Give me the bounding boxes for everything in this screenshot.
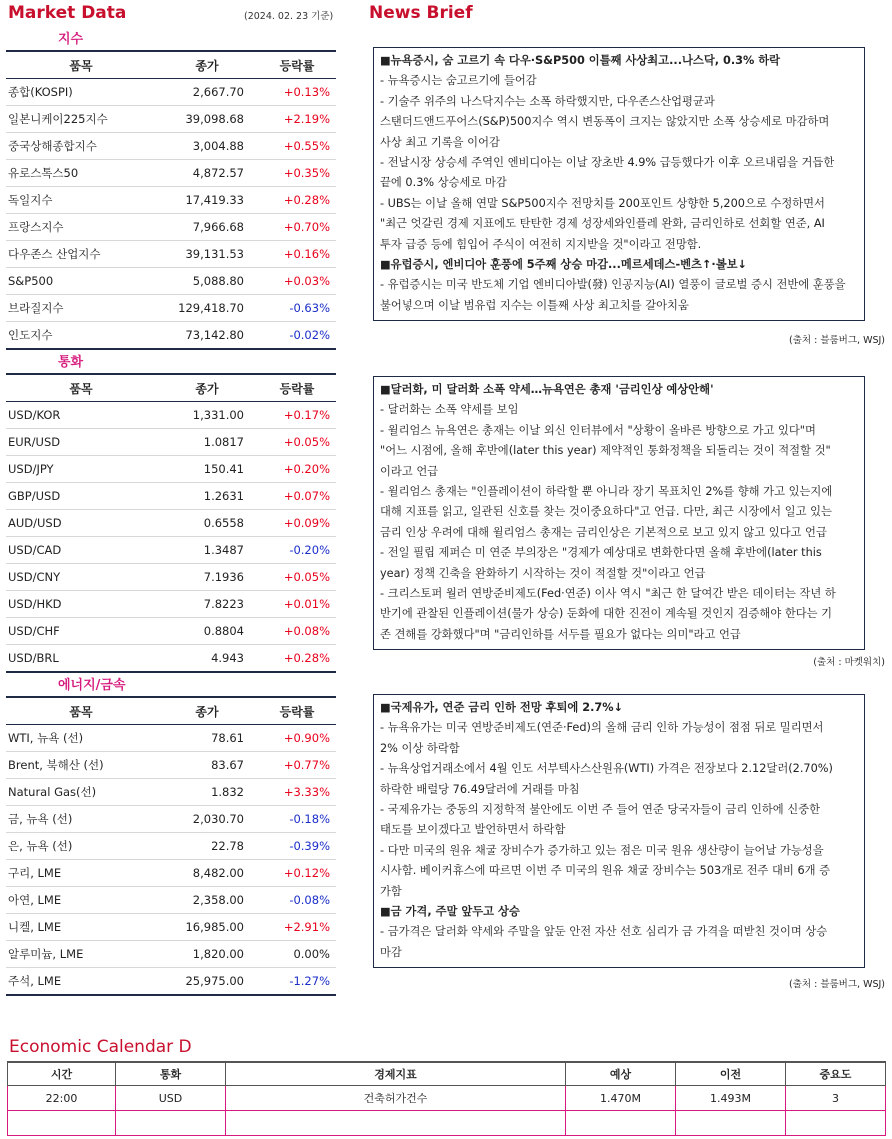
- cal-col-forecast: 예상: [566, 1062, 676, 1086]
- news-line: "최근 엇갈린 경제 지표에도 탄탄한 경제 성장세와인플레 완화, 금리인하로 선회할 연준, AI: [380, 217, 825, 231]
- table-header-row: [6, 51, 336, 79]
- close-price: 0.6558: [156, 510, 258, 537]
- close-price: 1.2631: [156, 483, 258, 510]
- news-line: 스탠더드앤드푸어스(S&P)500지수 역시 변동폭이 크지는 않았지만 소폭 상승세로 마감하며: [380, 115, 830, 129]
- item-name: 일본니케이225지수: [6, 106, 156, 133]
- table-row: [6, 537, 336, 564]
- energy-table: [6, 696, 336, 996]
- calendar-row: [8, 1086, 886, 1111]
- table-row: [6, 483, 336, 510]
- cal-col-previous: 이전: [676, 1062, 786, 1086]
- news-line: 반기에 관찰된 인플레이션(물가 상승) 둔화에 대한 진전이 계속될 것인지 검증해야 한다는 기: [380, 607, 833, 621]
- cal-currency: [116, 1111, 226, 1136]
- table-row: [6, 214, 336, 241]
- table-header-row: [6, 374, 336, 402]
- close-price: 4.943: [156, 645, 258, 673]
- table-row: [6, 187, 336, 214]
- table-row: [6, 402, 336, 429]
- item-name: 종합(KOSPI): [6, 79, 156, 106]
- table-row: [6, 860, 336, 887]
- col-close-header: 종가: [156, 51, 258, 79]
- news-headline: ■국제유가, 연준 금리 인하 전망 후퇴에 2.7%↓: [380, 701, 624, 714]
- news-line: 이라고 언급: [380, 464, 439, 478]
- currency-table: [6, 373, 336, 673]
- item-name: 다우존스 산업지수: [6, 241, 156, 268]
- change-rate: +0.07%: [258, 483, 336, 510]
- change-rate: +2.91%: [258, 914, 336, 941]
- change-rate: +0.90%: [258, 725, 336, 752]
- item-name: USD/CNY: [6, 564, 156, 591]
- item-name: USD/BRL: [6, 645, 156, 673]
- close-price: 1,820.00: [156, 941, 258, 968]
- change-rate: +3.33%: [258, 779, 336, 806]
- cal-currency: USD: [116, 1086, 226, 1111]
- item-name: EUR/USD: [6, 429, 156, 456]
- change-rate: -0.20%: [258, 537, 336, 564]
- change-rate: +0.16%: [258, 241, 336, 268]
- close-price: 150.41: [156, 456, 258, 483]
- news-line: - 뉴욕유가는 미국 연방준비제도(연준·Fed)의 올해 금리 인하 가능성이 점점 뒤로 밀리면서: [380, 721, 824, 735]
- news-line: 하락한 배럴당 76.49달러에 거래를 마침: [380, 782, 580, 796]
- change-rate: 0.00%: [258, 941, 336, 968]
- cal-importance: [786, 1111, 886, 1136]
- close-price: 39,098.68: [156, 106, 258, 133]
- change-rate: +0.12%: [258, 860, 336, 887]
- change-rate: -0.18%: [258, 806, 336, 833]
- table-row: [6, 241, 336, 268]
- table-row: [6, 160, 336, 187]
- close-price: 0.8804: [156, 618, 258, 645]
- item-name: WTI, 뉴욕 (선): [6, 725, 156, 752]
- currency-section-title: 통화: [58, 355, 84, 370]
- close-price: 3,004.88: [156, 133, 258, 160]
- table-row: [6, 429, 336, 456]
- change-rate: +0.01%: [258, 591, 336, 618]
- close-price: 83.67: [156, 752, 258, 779]
- news-line: - 윌리엄스 총재는 "인플레이션이 하락할 뿐 아니라 장기 목표치인 2%를 향해 가고 있는지에: [380, 485, 833, 499]
- news-line: year) 정책 긴축을 완화하기 시작하는 것이 적절할 것"이라고 언급: [380, 566, 706, 580]
- change-rate: -0.02%: [258, 322, 336, 350]
- item-name: S&P500: [6, 268, 156, 295]
- change-rate: -0.39%: [258, 833, 336, 860]
- table-row: [6, 106, 336, 133]
- news-source-stocks: (출처 : 블룸버그, WSJ): [789, 335, 885, 346]
- change-rate: +2.19%: [258, 106, 336, 133]
- change-rate: +0.28%: [258, 187, 336, 214]
- indices-table: [6, 50, 336, 350]
- news-line: 불어넣으며 이날 범유럽 지수는 이틀째 사상 최고치를 갈아치움: [380, 298, 689, 312]
- close-price: 73,142.80: [156, 322, 258, 350]
- cal-previous: 1.493M: [676, 1086, 786, 1111]
- cal-forecast: 1.470M: [566, 1086, 676, 1111]
- change-rate: +0.17%: [258, 402, 336, 429]
- col-change-header: 등락률: [258, 697, 336, 725]
- item-name: 프랑스지수: [6, 214, 156, 241]
- news-line: - 뉴욕증시는 숨고르기에 들어감: [380, 74, 537, 88]
- item-name: 아연, LME: [6, 887, 156, 914]
- cal-col-importance: 중요도: [786, 1062, 886, 1086]
- news-line: - 기술주 위주의 나스닥지수는 소폭 하락했지만, 다우존스산업평균과: [380, 94, 715, 108]
- energy-section-title: 에너지/금속: [58, 678, 126, 693]
- news-headline: ■유럽증시, 엔비디아 훈풍에 5주째 상승 마감...메르세데스-벤츠↑·볼보↓: [380, 258, 748, 272]
- change-rate: -0.63%: [258, 295, 336, 322]
- change-rate: +0.77%: [258, 752, 336, 779]
- table-row: [6, 322, 336, 350]
- change-rate: +0.70%: [258, 214, 336, 241]
- news-line: 마감: [380, 945, 402, 959]
- col-close-header: 종가: [156, 697, 258, 725]
- news-headline: ■금 가격, 주말 앞두고 상승: [380, 905, 520, 919]
- item-name: USD/HKD: [6, 591, 156, 618]
- cal-col-indicator: 경제지표: [226, 1062, 566, 1086]
- news-line: 가함: [380, 884, 402, 898]
- item-name: Brent, 북해산 (선): [6, 752, 156, 779]
- item-name: 은, 뉴욕 (선): [6, 833, 156, 860]
- news-line: - 뉴욕상업거래소에서 4월 인도 서부텍사스산원유(WTI) 가격은 전장보다 2.12달러(2.70%): [380, 762, 833, 776]
- change-rate: +0.09%: [258, 510, 336, 537]
- close-price: 39,131.53: [156, 241, 258, 268]
- news-line: 금리 인상 우려에 대해 윌리엄스 총재는 금리인상은 기본적으로 보고 있지 않고 있다고 언급: [380, 525, 827, 539]
- news-line: - 달러화는 소폭 약세를 보임: [380, 403, 519, 417]
- item-name: USD/KOR: [6, 402, 156, 429]
- table-row: [6, 564, 336, 591]
- close-price: 2,358.00: [156, 887, 258, 914]
- table-row: [6, 779, 336, 806]
- cal-col-time: 시간: [8, 1062, 116, 1086]
- item-name: 유로스톡스50: [6, 160, 156, 187]
- table-row: [6, 456, 336, 483]
- cal-col-currency: 통화: [116, 1062, 226, 1086]
- news-line: 시사함. 베이커휴스에 따르면 이번 주 미국의 원유 채굴 장비수는 503개로 전주 대비 6개 증: [380, 864, 831, 878]
- close-price: 8,482.00: [156, 860, 258, 887]
- news-box-commodities: [373, 694, 865, 968]
- economic-calendar-title: Economic Calendar D: [9, 1037, 192, 1057]
- item-name: USD/CHF: [6, 618, 156, 645]
- change-rate: +0.20%: [258, 456, 336, 483]
- news-line: 존 견해를 강화했다"며 "금리인하를 서두를 필요가 없다는 의미"라고 언급: [380, 627, 741, 641]
- table-row: [6, 752, 336, 779]
- change-rate: +0.05%: [258, 429, 336, 456]
- as-of-date: (2024. 02. 23 기준): [244, 11, 334, 22]
- change-rate: +0.35%: [258, 160, 336, 187]
- close-price: 7,966.68: [156, 214, 258, 241]
- table-row: [6, 295, 336, 322]
- news-line: - 금가격은 달러화 약세와 주말을 앞둔 안전 자산 선호 심리가 금 가격을 떠받친 것이며 상승: [380, 925, 828, 939]
- table-row: [6, 133, 336, 160]
- table-row: [6, 268, 336, 295]
- close-price: 5,088.80: [156, 268, 258, 295]
- table-row: [6, 645, 336, 673]
- news-headline: ■뉴욕증시, 숨 고르기 속 다우·S&P500 이틀째 사상최고...나스닥, 0.3% 하락: [380, 54, 781, 67]
- table-row: [6, 833, 336, 860]
- close-price: 1,331.00: [156, 402, 258, 429]
- change-rate: +0.05%: [258, 564, 336, 591]
- cal-time: [8, 1111, 116, 1136]
- news-headline: ■달러화, 미 달러화 소폭 약세…뉴욕연은 총재 '금리인상 예상안해': [380, 383, 714, 396]
- news-line: - 크리스토퍼 월러 연방준비제도(Fed·연준) 이사 역시 "최근 한 달여간 받은 데이터는 작년 하: [380, 587, 836, 601]
- change-rate: -0.08%: [258, 887, 336, 914]
- cal-forecast: [566, 1111, 676, 1136]
- change-rate: +0.28%: [258, 645, 336, 673]
- table-header-row: [6, 697, 336, 725]
- news-line: - 다만 미국의 원유 채굴 장비수가 증가하고 있는 점은 미국 원유 생산량이 늘어날 가능성을: [380, 843, 824, 857]
- change-rate: -1.27%: [258, 968, 336, 996]
- news-source-commodities: (출처 : 블룸버그, WSJ): [789, 979, 885, 990]
- news-line: 끝에 0.3% 상승세로 마감: [380, 176, 507, 190]
- table-row: [6, 725, 336, 752]
- close-price: 4,872.57: [156, 160, 258, 187]
- table-row: [6, 618, 336, 645]
- news-line: 투자 급증 등에 힘입어 주식이 여전히 지지받을 것"이라고 전망함.: [380, 237, 702, 251]
- item-name: 중국상해종합지수: [6, 133, 156, 160]
- item-name: 독일지수: [6, 187, 156, 214]
- table-row: [6, 591, 336, 618]
- table-row: [6, 968, 336, 996]
- change-rate: +0.03%: [258, 268, 336, 295]
- close-price: 78.61: [156, 725, 258, 752]
- news-line: 대해 지표를 읽고, 일관된 신호를 찾는 것이중요하다"고 언급. 다만, 최근 시장에서 일고 있는: [380, 505, 832, 519]
- cal-indicator: 건축허가건수: [226, 1086, 566, 1111]
- cal-time: 22:00: [8, 1086, 116, 1111]
- news-line: - UBS는 이날 올해 연말 S&P500지수 전망치를 200포인트 상향한 5,200으로 수정하면서: [380, 196, 825, 210]
- cal-previous: [676, 1111, 786, 1136]
- close-price: 129,418.70: [156, 295, 258, 322]
- close-price: 25,975.00: [156, 968, 258, 996]
- table-row: [6, 941, 336, 968]
- economic-calendar-table: [7, 1061, 886, 1136]
- news-line: - 전날시장 상승세 주역인 엔비디아는 이날 장초반 4.9% 급등했다가 이후 오르내림을 거듭한: [380, 156, 835, 170]
- news-box-currency: [373, 376, 865, 650]
- market-data-title: Market Data: [8, 3, 127, 23]
- item-name: 금, 뉴욕 (선): [6, 806, 156, 833]
- news-source-currency: (출처 : 마켓워치): [813, 657, 885, 668]
- close-price: 7.1936: [156, 564, 258, 591]
- close-price: 1.832: [156, 779, 258, 806]
- col-change-header: 등락률: [258, 374, 336, 402]
- col-change-header: 등락률: [258, 51, 336, 79]
- item-name: Natural Gas(선): [6, 779, 156, 806]
- news-brief-title: News Brief: [369, 3, 473, 23]
- col-item-header: 품목: [6, 374, 156, 402]
- close-price: 22.78: [156, 833, 258, 860]
- change-rate: +0.55%: [258, 133, 336, 160]
- item-name: 인도지수: [6, 322, 156, 350]
- item-name: GBP/USD: [6, 483, 156, 510]
- news-line: - 전일 필립 제퍼슨 미 연준 부의장은 "경제가 예상대로 변화한다면 올해 후반에(later this: [380, 546, 822, 560]
- col-item-header: 품목: [6, 51, 156, 79]
- news-line: 2% 이상 하락함: [380, 741, 460, 755]
- close-price: 1.3487: [156, 537, 258, 564]
- close-price: 17,419.33: [156, 187, 258, 214]
- col-item-header: 품목: [6, 697, 156, 725]
- table-row: [6, 79, 336, 106]
- news-line: - 윌리엄스 뉴욕연은 총재는 이날 외신 인터뷰에서 "상황이 올바른 방향으로 가고 있다"며: [380, 423, 816, 437]
- news-line: 사상 최고 기록을 이어감: [380, 135, 500, 149]
- change-rate: +0.13%: [258, 79, 336, 106]
- calendar-header-row: [8, 1062, 886, 1086]
- close-price: 2,667.70: [156, 79, 258, 106]
- table-row: [6, 887, 336, 914]
- close-price: 7.8223: [156, 591, 258, 618]
- item-name: USD/JPY: [6, 456, 156, 483]
- item-name: 구리, LME: [6, 860, 156, 887]
- col-close-header: 종가: [156, 374, 258, 402]
- item-name: 알루미늄, LME: [6, 941, 156, 968]
- indices-section-title: 지수: [58, 32, 84, 47]
- change-rate: +0.08%: [258, 618, 336, 645]
- table-row: [6, 806, 336, 833]
- item-name: 브라질지수: [6, 295, 156, 322]
- close-price: 1.0817: [156, 429, 258, 456]
- close-price: 2,030.70: [156, 806, 258, 833]
- item-name: 니켈, LME: [6, 914, 156, 941]
- item-name: AUD/USD: [6, 510, 156, 537]
- table-row: [6, 914, 336, 941]
- close-price: 16,985.00: [156, 914, 258, 941]
- table-row: [6, 510, 336, 537]
- news-line: 태도를 보이겠다고 발언하면서 하락함: [380, 823, 566, 837]
- news-box-stocks: [373, 47, 865, 321]
- news-line: - 유럽증시는 미국 반도체 기업 엔비디아발(發) 인공지능(AI) 열풍이 글로벌 증시 전반에 훈풍을: [380, 278, 846, 292]
- news-line: "어느 시점에, 올해 후반에(later this year) 제약적인 통화정책을 되돌리는 것이 적절할 것": [380, 444, 831, 458]
- cal-indicator: [226, 1111, 566, 1136]
- news-line: - 국제유가는 중동의 지정학적 불안에도 이번 주 들어 연준 당국자들이 금리 인하에 신중한: [380, 803, 821, 817]
- calendar-row: [8, 1111, 886, 1136]
- item-name: USD/CAD: [6, 537, 156, 564]
- item-name: 주석, LME: [6, 968, 156, 996]
- cal-importance: 3: [786, 1086, 886, 1111]
